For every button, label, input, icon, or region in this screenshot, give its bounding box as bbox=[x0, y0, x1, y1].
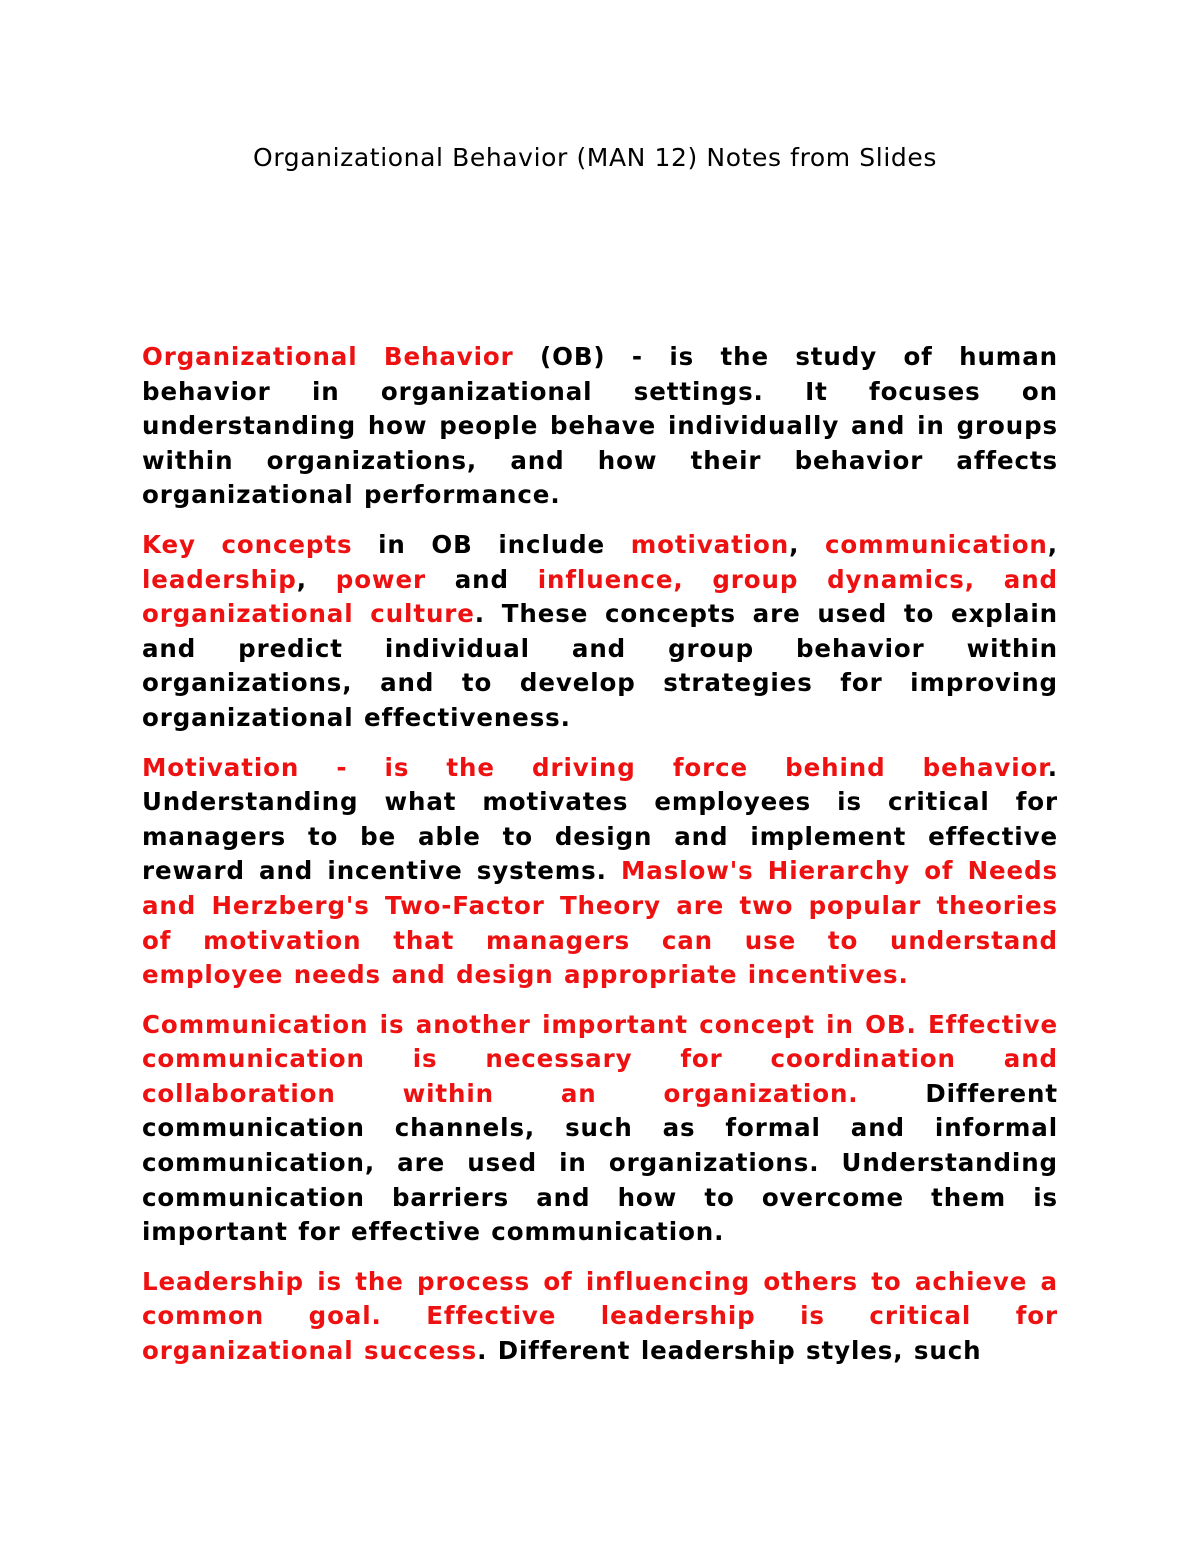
highlighted-term: Organizational Behavior bbox=[142, 342, 514, 371]
highlighted-term: Communication is another important concept in OB. Effective communication is necessary for coordination and collaboration within an organization. bbox=[142, 1009, 1058, 1108]
body-text: , bbox=[1047, 529, 1058, 559]
body-text: . These concepts are used to explain and predict individual and group behavior within organizations, and to develop strategies for improving organizational effectiveness. bbox=[142, 599, 1058, 732]
highlighted-term: motivation bbox=[630, 529, 790, 559]
highlighted-term: power bbox=[335, 564, 426, 594]
body-text: and bbox=[425, 564, 538, 594]
highlighted-term: influence, group dynamics, and organizational culture bbox=[142, 564, 1058, 629]
body-text: , bbox=[789, 529, 825, 559]
paragraph-communication bbox=[142, 1008, 1058, 1250]
body-text: , bbox=[296, 564, 336, 594]
body-text: . Different leadership styles, such bbox=[477, 1336, 982, 1366]
paragraph-ob-definition bbox=[142, 340, 1058, 513]
body-text: in OB include bbox=[352, 529, 631, 559]
highlighted-term: Key concepts bbox=[142, 529, 353, 559]
highlighted-term: leadership bbox=[142, 564, 297, 594]
body-text: (OB) - is the study of human behavior in organizational settings. It focuses on understanding how people behave individually and in groups within organizations, and how their behavior affects organizational performance. bbox=[142, 342, 1058, 510]
body-text: Different communication channels, such as formal and informal communication, are used in organizations. Understanding communication barriers and how to overcome them is important for effective communication. bbox=[142, 1078, 1058, 1247]
document-body bbox=[142, 340, 1058, 1384]
paragraph-key-concepts bbox=[142, 528, 1058, 736]
highlighted-term: Leadership is the process of influencing others to achieve a common goal. Effective leadership is critical for organizational success bbox=[142, 1266, 1058, 1366]
highlighted-term: Maslow's Hierarchy of Needs and Herzberg's Two-Factor Theory are two popular theories of motivation that managers can use to understand employee needs and design appropriate incentives. bbox=[142, 856, 1058, 990]
paragraph-motivation bbox=[142, 751, 1058, 993]
highlighted-term: communication bbox=[824, 529, 1048, 559]
highlighted-term: Motivation - is the driving force behind behavior bbox=[142, 752, 1048, 782]
paragraph-leadership bbox=[142, 1265, 1058, 1369]
document-title: Organizational Behavior (MAN 12) Notes from Slides bbox=[253, 143, 937, 172]
body-text: . Understanding what motivates employees is critical for managers to be able to design and implement effective reward and incentive systems. bbox=[142, 752, 1058, 886]
